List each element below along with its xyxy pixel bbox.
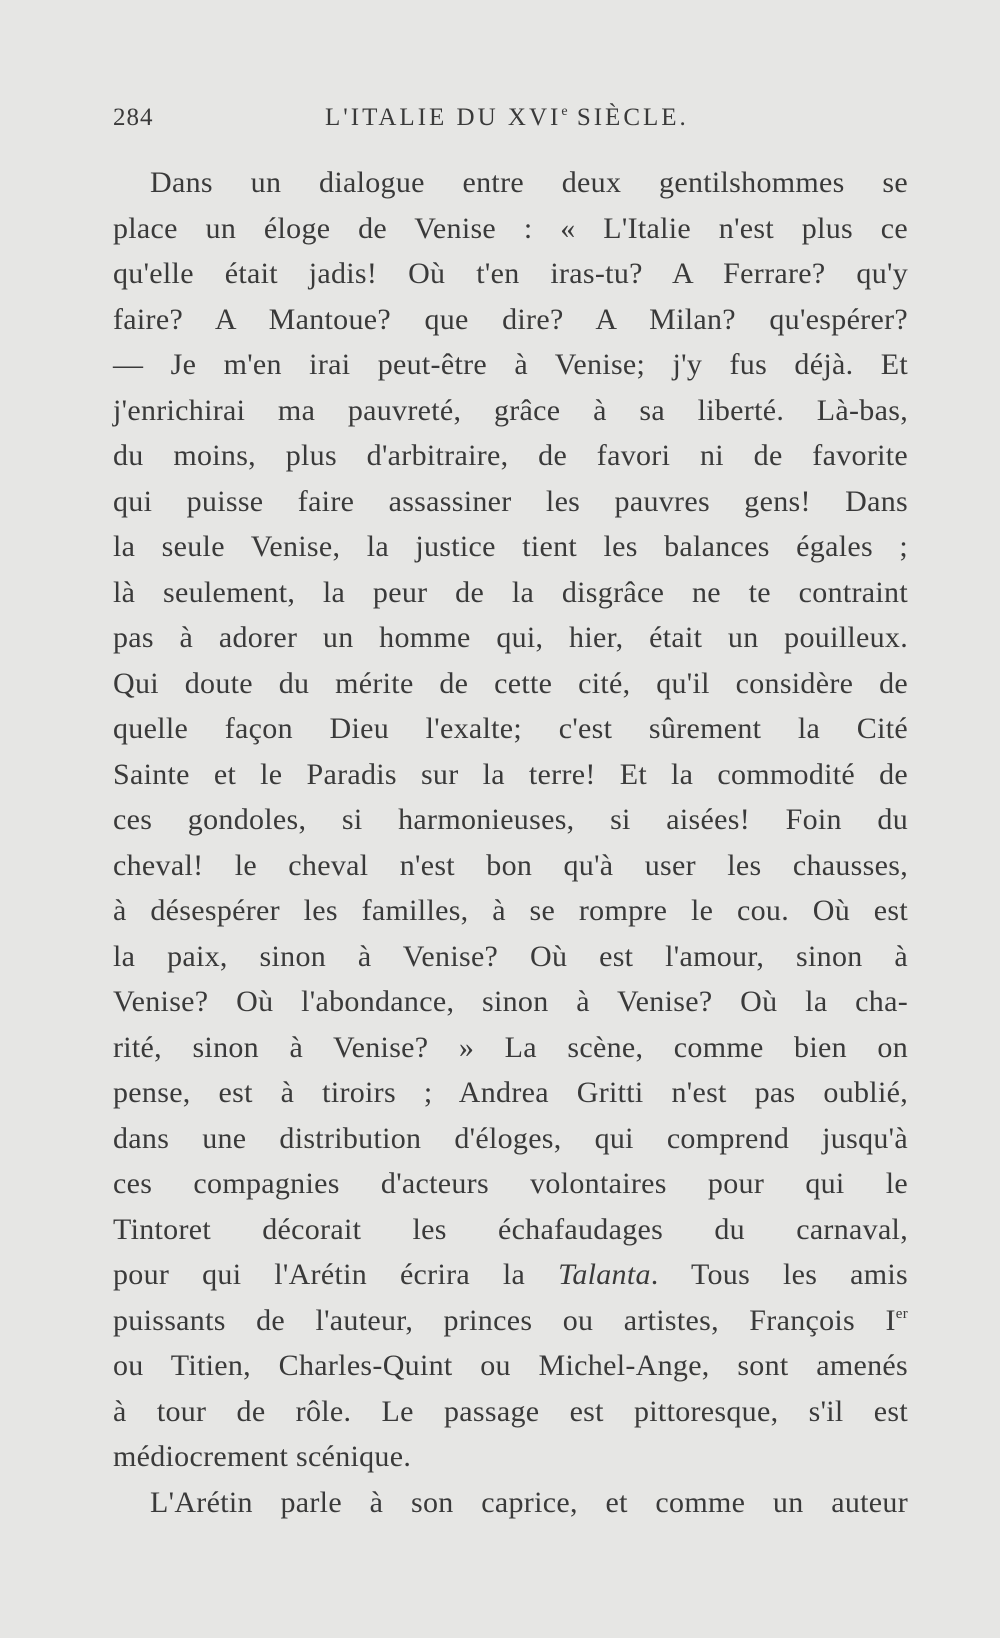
running-head (113, 100, 908, 136)
text-segment: . Tous les amis (650, 1258, 908, 1291)
text-line-talanta (113, 1252, 908, 1298)
text-line: cheval! le cheval n'est bon qu'à user les chausses, (113, 848, 908, 882)
text-line-next-paragraph: L'Arétin parle à son caprice, et comme un auteur (150, 1485, 908, 1519)
text-line: Tintoret décorait les échafaudages du carnaval, (113, 1212, 908, 1246)
text-line: Qui doute du mérite de cette cité, qu'il considère de (113, 666, 908, 700)
italic-title-talanta: Talanta (558, 1258, 651, 1291)
text-line: du moins, plus d'arbitraire, de favori ni de favorite (113, 439, 908, 472)
text-line-paragraph-end: médiocrement scénique. (113, 1440, 412, 1473)
text-line: faire? A Mantoue? que dire? A Milan? qu'espérer? (113, 302, 908, 336)
chapter-title-main: L'ITALIE DU XVI (325, 104, 562, 131)
text-line: ou Titien, Charles-Quint ou Michel-Ange, sont amenés (113, 1349, 908, 1382)
body-text (113, 160, 908, 1525)
text-line: place un éloge de Venise : « L'Italie n'est plus ce (113, 211, 908, 245)
chapter-title (325, 100, 689, 136)
text-line: à désespérer les familles, à se rompre le cou. Où est (113, 894, 908, 927)
text-line: Venise? Où l'abondance, sinon à Venise? Où la cha- (113, 985, 908, 1018)
text-segment: pour qui l'Arétin écrira la (113, 1258, 559, 1291)
text-line: Dans un dialogue entre deux gentilshommes se (150, 166, 908, 199)
text-line: ces compagnies d'acteurs volontaires pour qui le (113, 1167, 908, 1200)
chapter-title-end: SIÈCLE. (567, 104, 689, 131)
text-line: dans une distribution d'éloges, qui comprend jusqu'à (113, 1121, 908, 1155)
text-line: qui puisse faire assassiner les pauvres gens! Dans (113, 484, 908, 518)
text-line: quelle façon Dieu l'exalte; c'est sûrement la Cité (113, 712, 908, 745)
text-line: la seule Venise, la justice tient les balances égales ; (113, 530, 908, 563)
text-line: qu'elle était jadis! Où t'en iras-tu? A Ferrare? qu'y (113, 257, 908, 290)
text-line: pense, est à tiroirs ; Andrea Gritti n'est pas oublié, (113, 1076, 908, 1109)
superscript-er: er (895, 1305, 908, 1322)
text-line: pas à adorer un homme qui, hier, était un pouilleux. (113, 621, 908, 654)
text-line-francois (113, 1298, 908, 1344)
text-line: à tour de rôle. Le passage est pittoresque, s'il est (113, 1394, 908, 1428)
text-line: rité, sinon à Venise? » La scène, comme bien on (113, 1030, 908, 1064)
text-line: la paix, sinon à Venise? Où est l'amour, sinon à (113, 939, 908, 973)
text-line: Sainte et le Paradis sur la terre! Et la commodité de (113, 757, 908, 791)
page-number: 284 (113, 104, 154, 131)
text-line: ces gondoles, si harmonieuses, si aisées! Foin du (113, 803, 908, 836)
text-line: j'enrichirai ma pauvreté, grâce à sa liberté. Là-bas, (113, 393, 908, 427)
text-segment: puissants de l'auteur, princes ou artistes, François I (113, 1303, 896, 1337)
chapter-title-superscript: e (561, 104, 568, 119)
text-line: — Je m'en irai peut-être à Venise; j'y fus déjà. Et (113, 348, 908, 381)
text-line: là seulement, la peur de la disgrâce ne te contraint (113, 575, 908, 609)
